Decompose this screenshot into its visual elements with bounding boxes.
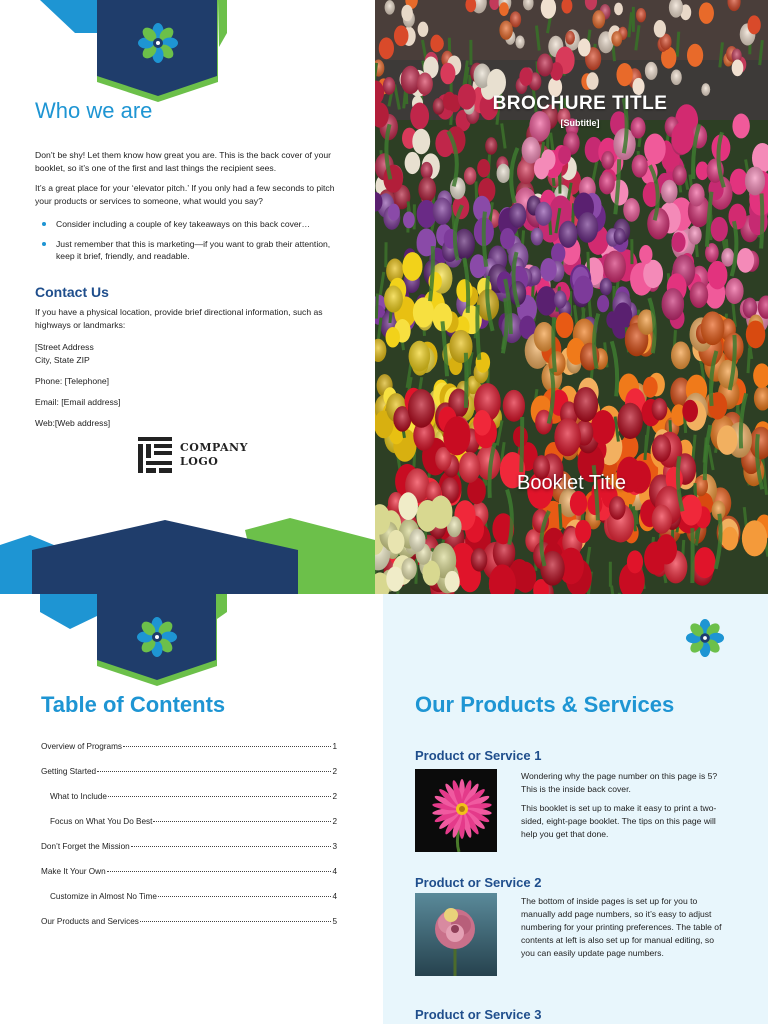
products-heading: Our Products & Services (415, 692, 675, 717)
tulip-bloom (717, 425, 738, 454)
tulip-bloom (643, 377, 658, 398)
toc-entry-label: Our Products and Services (41, 917, 139, 926)
toc-entry[interactable] (41, 742, 337, 767)
tulip-leaf (761, 193, 762, 248)
tulip-shading (599, 172, 615, 195)
tulip-shading (574, 387, 599, 422)
tulip-leaf (477, 305, 479, 360)
tulip-shading (531, 228, 543, 246)
tulip-shading (537, 53, 553, 76)
tulip-bloom (487, 69, 506, 96)
tulip-bloom (519, 67, 532, 86)
list-item: Just remember that this is marketing—if you want to grab their attention, keep it brief, friendly, and readable. (35, 238, 350, 262)
pitch-paragraph: It’s a great place for your ‘elevator pitch.’ If you only had a few seconds to pitch your products or services to someone, what would you say? (35, 183, 335, 206)
tulip-shading (497, 164, 511, 183)
tulip-bloom (388, 204, 400, 221)
tulip-bloom (394, 25, 409, 46)
tulip-shading (645, 62, 658, 80)
company-logo (138, 437, 248, 473)
tulip-shading (401, 558, 416, 580)
toc-entry-label: What to Include (50, 792, 107, 801)
tulip-leaf (553, 317, 555, 372)
tulip-shading (671, 341, 690, 369)
toc-leader-dots (107, 871, 332, 872)
product-2-paragraph-1: The bottom of inside pages is set up for you to manually add page numbers, so it’s easy to adjust numbering for your printing preferences. The table of contents at left is also set up for manual editing, so you can easily update page numbers. (521, 896, 722, 958)
logo-line-2: LOGO (180, 455, 219, 468)
toc-leader-dots (158, 896, 332, 897)
tulip-shading (385, 0, 395, 14)
toc-entry[interactable] (41, 842, 337, 867)
toc-entry-label: Customize in Almost No Time (50, 892, 157, 901)
street-address: [Street Address (35, 342, 94, 352)
tulip-shading (535, 202, 552, 226)
tulip-shading (554, 291, 567, 309)
tulip-shading (418, 177, 436, 202)
tulip-shading (652, 505, 672, 534)
tulip-shading (534, 322, 555, 352)
toc-entry-page: 1 (332, 742, 337, 751)
tulip-shading (485, 137, 497, 154)
list-item: Consider including a couple of key takeaways on this back cover… (35, 218, 350, 230)
tulip-bloom (386, 566, 404, 591)
tulip-shading (745, 167, 765, 196)
toc-entry-page: 2 (332, 792, 337, 801)
tulip-bloom (627, 550, 643, 573)
toc-entry-label: Make It Your Own (41, 867, 106, 876)
tulip-bloom (413, 297, 434, 327)
takeaway-list (35, 218, 350, 270)
tulip-bloom (614, 3, 623, 16)
tulip-bloom (614, 302, 632, 328)
product-1-title: Product or Service 1 (415, 748, 542, 763)
toc-entry[interactable] (41, 792, 337, 817)
tulip-shading (604, 251, 626, 283)
tulip-bloom (672, 232, 686, 252)
toc-entry[interactable] (41, 767, 337, 792)
tulip-bloom (644, 133, 666, 164)
tulip-bloom (403, 211, 415, 228)
toc-entry[interactable] (41, 867, 337, 892)
toc-entry[interactable] (41, 817, 337, 842)
tulip-leaf (521, 417, 522, 472)
toc-entry-page: 4 (332, 867, 337, 876)
product-1-image (415, 769, 497, 852)
tulip-bloom (412, 129, 430, 155)
tulip-bloom (429, 496, 452, 529)
tulip-bloom (556, 312, 574, 338)
tulip-bloom (654, 20, 666, 37)
toc-leader-dots (108, 796, 332, 797)
tulip-bloom (586, 72, 598, 90)
directions-text: If you have a physical location, provide brief directional information, such as highways or landmarks: (35, 307, 323, 330)
tulip-bloom (443, 416, 470, 455)
toc-leader-dots (97, 771, 331, 772)
tulip-shading (614, 228, 626, 245)
tulip-bloom (573, 276, 593, 304)
tulip-shading (409, 529, 425, 552)
tulip-bloom (379, 37, 394, 59)
back-cover-panel (0, 0, 375, 594)
tulip-shading (652, 398, 668, 420)
tulip-bloom (699, 2, 714, 24)
tulip-bloom (418, 22, 429, 37)
intro-paragraph: Don’t be shy! Let them know how great you are. This is the back cover of your booklet, so it’s one of the first and last things the recipient sees. (35, 150, 331, 173)
tulip-shading (421, 162, 433, 179)
tulip-bloom (707, 261, 727, 290)
phone-line: Phone: [Telephone] (35, 376, 110, 386)
tulip-bloom (616, 63, 632, 86)
tulip-shading (617, 403, 642, 439)
toc-entry[interactable] (41, 892, 337, 917)
toc-entry-page: 2 (332, 767, 337, 776)
company-logo-icon (138, 437, 172, 473)
tulip-bloom (386, 327, 400, 348)
tulip-bloom (405, 152, 421, 174)
tulip-shading (471, 548, 487, 572)
tulip-bloom (540, 258, 556, 281)
tulip-shading (503, 390, 525, 422)
tulip-shading (632, 155, 648, 178)
toc-entry[interactable] (41, 917, 337, 942)
tulip-bloom (473, 410, 491, 436)
tulip-shading (509, 203, 526, 228)
tulip-bloom (597, 295, 609, 312)
tulip-shading (636, 8, 646, 22)
tulip-shading (672, 165, 686, 185)
tulip-shading (688, 225, 702, 244)
tulip-bloom (682, 400, 698, 422)
tulip-shading (554, 418, 581, 456)
toc-heading: Table of Contents (41, 692, 226, 717)
tulip-shading (577, 212, 598, 243)
who-we-are-heading: Who we are (35, 98, 153, 123)
tulip-bloom (639, 245, 652, 264)
toc-leader-dots (153, 821, 331, 822)
tulip-bloom (687, 44, 703, 67)
tulip-bloom (742, 520, 767, 556)
tulip-bloom (536, 286, 557, 315)
toc-entry-page: 2 (332, 817, 337, 826)
tulip-bloom (732, 60, 744, 77)
tulip-shading (690, 282, 708, 308)
toc-entry-page: 3 (332, 842, 337, 851)
tulip-shading (725, 278, 743, 304)
toc-decoration (0, 594, 383, 694)
front-cover-panel (375, 0, 768, 594)
flower-logo-icon (685, 618, 725, 658)
tulip-shading (401, 66, 421, 94)
tulip-shading (417, 73, 433, 96)
toc-entry-label: Overview of Programs (41, 742, 122, 751)
tulip-shading (464, 167, 476, 185)
product-2-title: Product or Service 2 (415, 875, 542, 890)
tulip-bloom (401, 5, 412, 21)
flower-logo-icon (136, 616, 178, 658)
tulip-bloom (473, 196, 491, 221)
tulip-bloom (694, 547, 716, 578)
tulip-bloom (575, 520, 591, 543)
tulip-bloom (430, 35, 442, 53)
toc-panel (0, 594, 383, 1024)
tulip-shading (459, 452, 481, 483)
tulip-leaf (466, 353, 467, 408)
flower-logo-icon (137, 22, 179, 64)
tulip-shading (408, 389, 435, 428)
tulip-bloom (402, 252, 422, 281)
tulip-shading (611, 31, 622, 46)
products-panel (383, 594, 768, 1024)
tulip-bloom (746, 320, 765, 348)
toc-leader-dots (140, 921, 332, 922)
rose-photo (415, 893, 497, 976)
tulip-bloom (722, 527, 739, 551)
toc-entry-page: 5 (332, 917, 337, 926)
tulip-shading (433, 198, 452, 225)
tulip-bloom (748, 15, 761, 34)
tulip-shading (662, 288, 685, 320)
toc-entry-label: Don’t Forget the Mission (41, 842, 130, 851)
product-1-description (521, 770, 727, 847)
tulip-bloom (445, 571, 460, 592)
web-line: Web:[Web address] (35, 418, 111, 428)
tulip-shading (652, 435, 671, 462)
tulip-shading (661, 180, 678, 204)
pink-daisy-photo (415, 769, 497, 852)
tulip-shading (701, 311, 725, 345)
toc-entry-label: Focus on What You Do Best (50, 817, 153, 826)
toc-entry-label: Getting Started (41, 767, 97, 776)
tulip-bloom (440, 63, 455, 85)
tulip-bloom (499, 2, 509, 16)
tulip-bloom (477, 159, 490, 178)
toc-list (41, 742, 337, 942)
tulip-shading (384, 286, 403, 313)
tulip-shading (565, 31, 575, 45)
tulip-shading (592, 10, 605, 28)
brochure-subtitle: [Subtitle] (560, 118, 600, 128)
tulip-bloom (388, 530, 405, 554)
tulip-shading (515, 35, 524, 48)
tulip-bloom (578, 39, 591, 57)
brochure-title: BROCHURE TITLE (492, 93, 668, 114)
toc-entry-page: 4 (332, 892, 337, 901)
tulip-shading (688, 183, 704, 206)
tulip-shading (409, 341, 431, 372)
product-3-title: Product or Service 3 (415, 1007, 542, 1022)
tulip-bloom (728, 204, 746, 230)
tulip-shading (449, 330, 472, 363)
tulip-shading (559, 221, 578, 248)
email-line: Email: [Email address] (35, 397, 121, 407)
tulip-bloom (500, 228, 515, 249)
tulip-bloom (711, 217, 728, 242)
logo-line-1: COMPANY (180, 441, 248, 454)
tulip-bloom (558, 146, 571, 164)
city-state-zip: City, State ZIP (35, 355, 90, 365)
tulip-shading (600, 278, 612, 296)
tulip-shading (499, 21, 512, 40)
product-2-image (415, 893, 497, 976)
tulip-bloom (399, 492, 418, 520)
tulip-bloom (656, 534, 677, 564)
tulip-shading (450, 177, 465, 199)
booklet-title: Booklet Title (517, 472, 626, 494)
tulip-field-photo (375, 0, 768, 594)
toc-leader-dots (131, 846, 332, 847)
toc-leader-dots (123, 746, 331, 747)
tulip-shading (609, 496, 626, 520)
product-1-paragraph-1: Wondering why the page number on this page is 5? This is the inside back cover. (521, 771, 718, 794)
product-2-description (521, 895, 727, 966)
product-1-paragraph-2: This booklet is set up to make it easy to print a two-sided, eight-page booklet. The tips on this page will help you get that done. (521, 803, 717, 839)
tulip-bloom (541, 149, 556, 170)
tulip-bloom (737, 248, 754, 273)
tulip-shading (671, 69, 682, 85)
tulip-shading (601, 151, 614, 170)
contact-heading: Contact Us (35, 284, 109, 300)
